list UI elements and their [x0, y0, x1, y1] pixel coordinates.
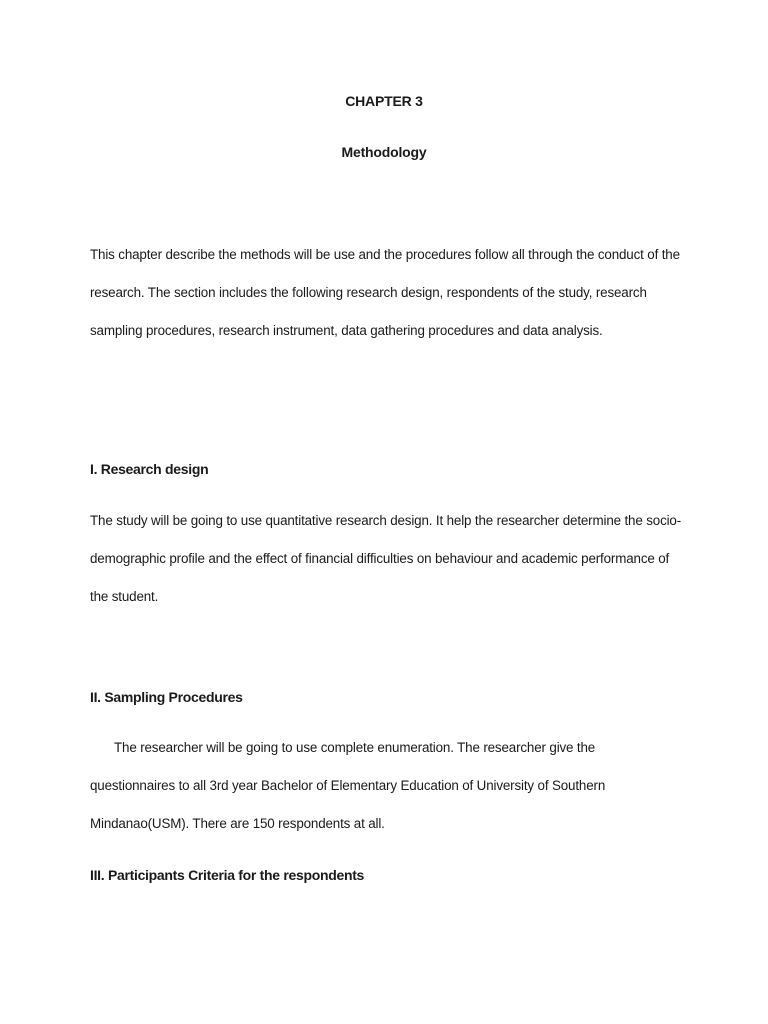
section-heading-participants-criteria: III. Participants Criteria for the respondents — [90, 867, 365, 883]
chapter-title: CHAPTER 3 — [345, 93, 423, 109]
section-body-sampling-procedures: The researcher will be going to use complete enumeration. The researcher give the questionnaires to all 3rd year Bachelor of Elementary Education of University of Southern Mindanao(USM). There are 150 respondents at all. — [90, 740, 606, 832]
section-body-research-design: The study will be going to use quantitative research design. It help the researcher determine the socio-demographic profile and the effect of financial difficulties on behaviour and academic performance of the student. — [90, 513, 682, 605]
section-heading-research-design: I. Research design — [90, 461, 209, 477]
intro-paragraph: This chapter describe the methods will be use and the procedures follow all through the conduct of the research. The section includes the following research design, respondents of the study, research sampling procedures, research instrument, data gathering procedures and data analysis. — [90, 247, 680, 339]
section-heading-sampling-procedures: II. Sampling Procedures — [90, 689, 243, 705]
chapter-subtitle: Methodology — [341, 144, 427, 160]
